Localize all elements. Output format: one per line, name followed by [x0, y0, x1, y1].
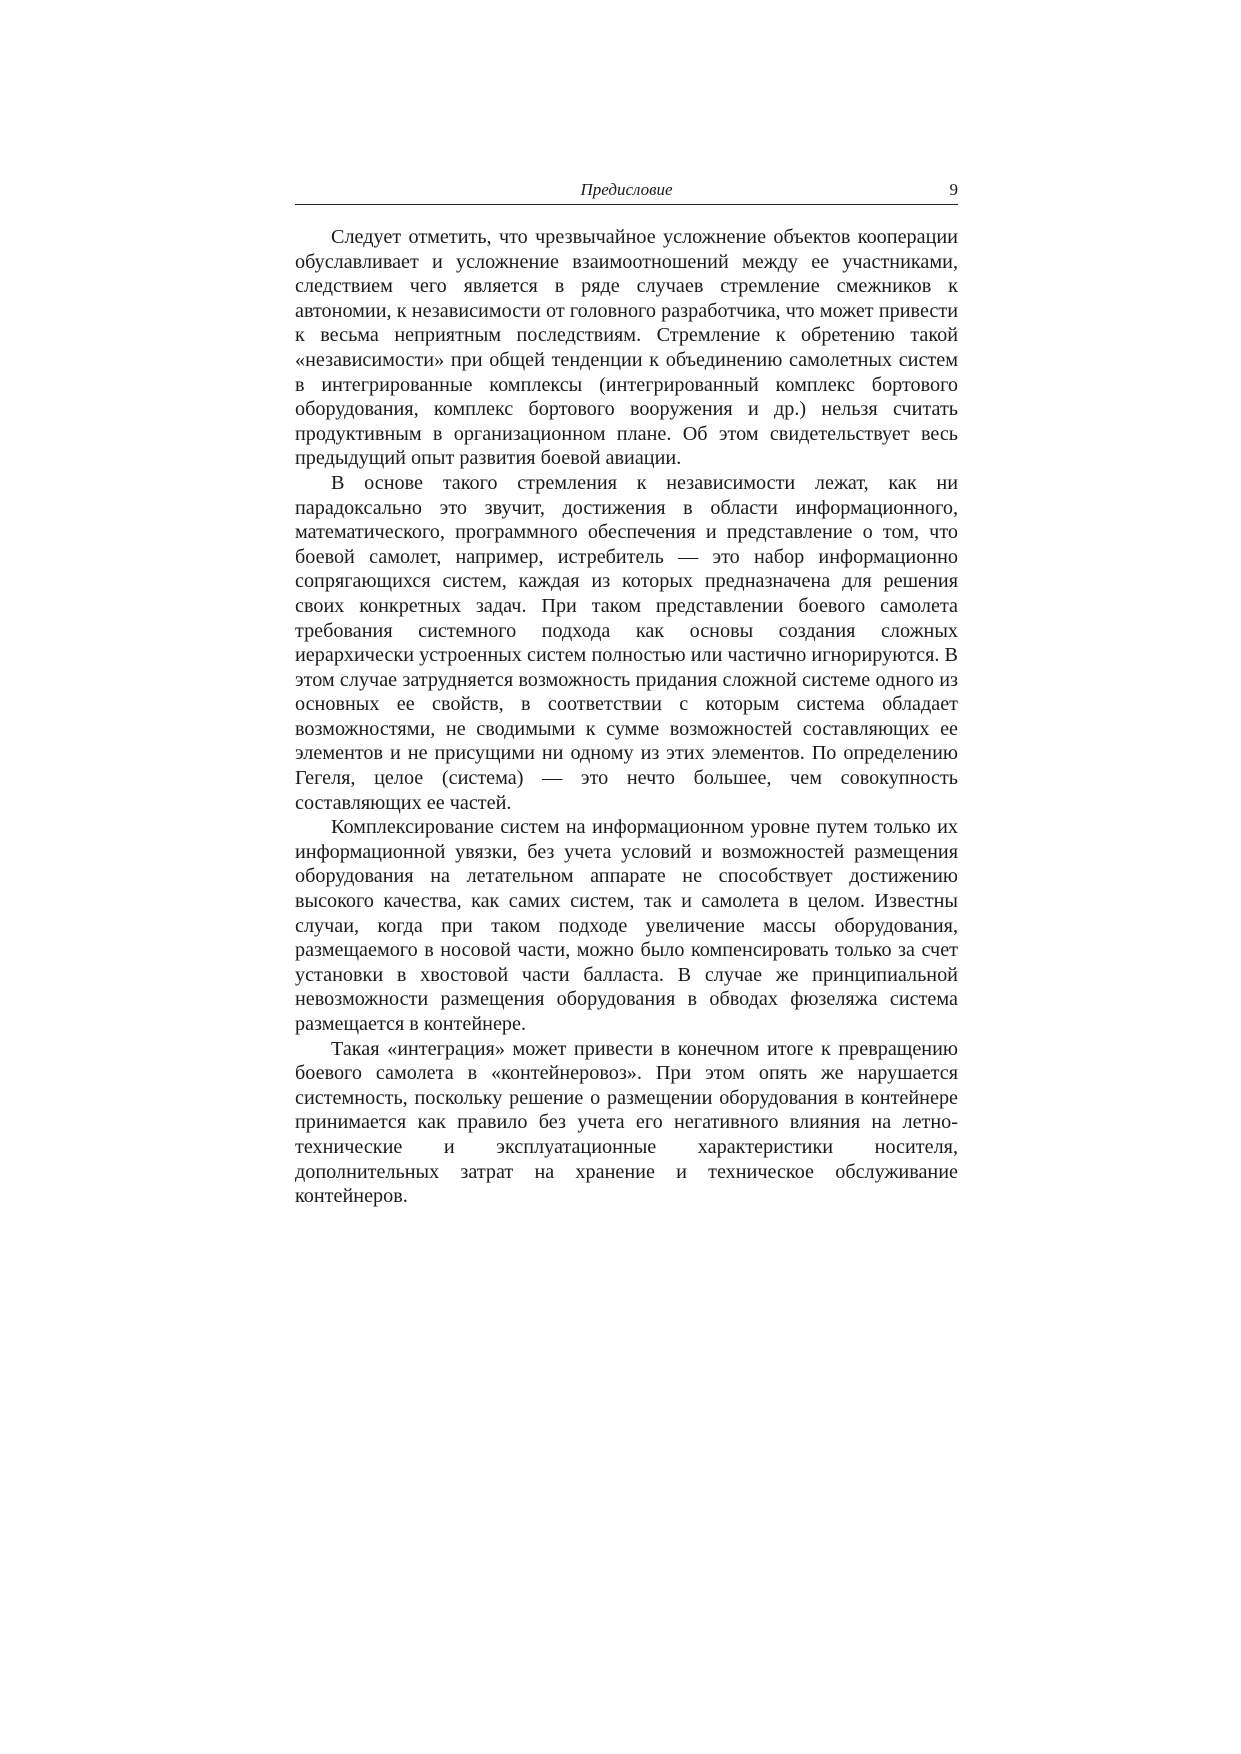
paragraph: В основе такого стремления к независимости лежат, как ни парадоксально это звучит, достижения в области информационного, математического, программного обеспечения и представление о том, что боевой самолет, например, истребитель — это набор информационно сопрягающихся систем, каждая из которых предназначена для решения своих конкретных задач. При таком представлении боевого самолета требования системного подхода как основы создания сложных иерархически устроенных систем полностью или частично игнорируются. В этом случае затрудняется возможность придания сложной системе одного из основных ее свойств, в соответствии с которым система обладает возможностями, не сводимыми к сумме возможностей составляющих ее элементов и не присущими ни одному из этих элементов. По определению Гегеля, целое (система) — это нечто большее, чем совокупность составляющих ее частей. [295, 471, 958, 814]
body-text [295, 225, 958, 1209]
paragraph: Комплексирование систем на информационном уровне путем только их информационной увязки, без учета условий и возможностей размещения оборудования на летательном аппарате не способствует достижению высокого качества, как самих систем, так и самолета в целом. Известны случаи, когда при таком подходе увеличение массы оборудования, размещаемого в носовой части, можно было компенсировать только за счет установки в хвостовой части балласта. В случае же принципиальной невозможности размещения оборудования в обводах фюзеляжа система размещается в контейнере. [295, 816, 958, 1035]
paragraph: Следует отметить, что чрезвычайное усложнение объектов кооперации обуславливает и усложнение взаимоотношений между ее участниками, следствием чего является в ряде случаев стремление смежников к автономии, к независимости от головного разработчика, что может привести к весьма неприятным последствиям. Стремление к обретению такой «независимости» при общей тенденции к объединению самолетных систем в интегрированные комплексы (интегрированный комплекс бортового оборудования, комплекс бортового вооружения и др.) нельзя считать продуктивным в организационном плане. Об этом свидетельствует весь предыдущий опыт развития боевой авиации. [295, 226, 958, 470]
paragraph: Такая «интеграция» может привести в конечном итоге к превращению боевого самолета в «контейнеровоз». При этом опять же нарушается системность, поскольку решение о размещении оборудования в контейнере принимается как правило без учета его негативного влияния на летно-технические и эксплуатационные характеристики носителя, дополнительных затрат на хранение и техническое обслуживание контейнеров. [295, 1037, 958, 1208]
running-header [295, 178, 958, 205]
book-page [295, 178, 958, 1209]
page-number: 9 [949, 180, 958, 199]
running-title: Предисловие [580, 180, 673, 199]
